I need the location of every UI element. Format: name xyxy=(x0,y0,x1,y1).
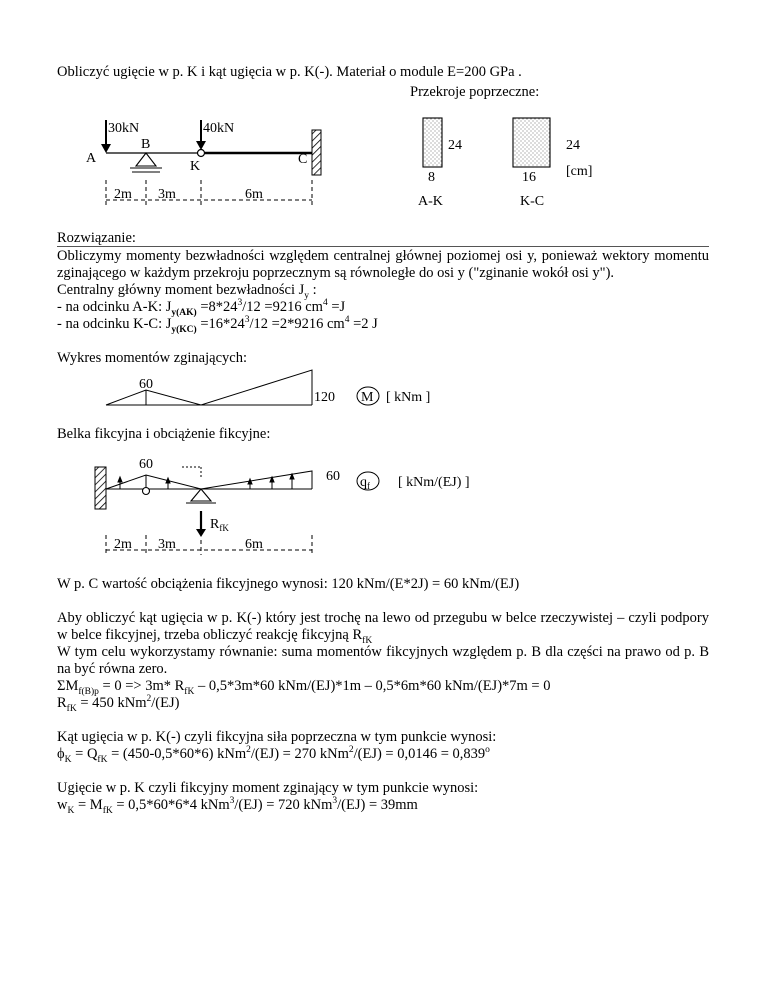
fictitious-unit: [ kNm/(EJ) ] xyxy=(398,475,470,490)
deflection-title: Ugięcie w p. K czyli fikcyjny moment zginający w tym punkcie wynosi: xyxy=(57,780,479,796)
section-unit: [cm] xyxy=(566,164,593,179)
reaction-result: $R_{fK} = 450$ kNm$^2$/(EJ) xyxy=(57,694,180,714)
moment-60: 60 xyxy=(139,377,153,392)
label-B: B xyxy=(141,137,151,152)
fictitious-beam-diagram xyxy=(0,445,768,565)
s1-label: A-K xyxy=(418,194,443,209)
moment-equation: $\Sigma M_{f(B)p} = 0 => 3m*$ $R_{fK} - 0,5*3m*60$ kNm/(EJ)*1m – 0,5*6m*60 kNm/(EJ)*7m = 0 xyxy=(57,678,551,697)
angle-title: Kąt ugięcia w p. K(-) czyli fikcyjna siła poprzeczna w tym punkcie wynosi: xyxy=(57,729,497,745)
solution-paragraph: Obliczymy momenty bezwładności względem centralnej głównej poziomej osi y, ponieważ wektory momentu zginającego w każdym przekroju poprzecznym są równoległe do osi y ("zginanie wokół osi y"). xyxy=(57,248,709,281)
fictitious-beam-title: Belka fikcyjna i obciążenie fikcyjne: xyxy=(57,426,271,442)
label-K: K xyxy=(190,159,201,174)
reaction-label: $R_{fK}$ xyxy=(210,517,229,533)
inertia-K-C: - na odcinku K-C: $J_{y(KC)} =16*24^3/12 =2*9216$ $cm^4 =2$ J xyxy=(57,315,378,335)
section-K-C xyxy=(513,118,550,167)
fictitious-dim-3m: 3m xyxy=(158,537,176,552)
c-value-text: W p. C wartość obciążenia fikcyjnego wynosi: 120 kNm/(E*2J) = 60 kNm/(EJ) xyxy=(57,576,520,592)
moment-unit: [ kNm ] xyxy=(386,390,431,405)
dimension-lines xyxy=(106,180,312,205)
solution-heading: Rozwiązanie: xyxy=(57,230,136,246)
cross-sections-title: Przekroje poprzeczne: xyxy=(410,84,540,100)
fictitious-support-K xyxy=(186,489,216,503)
fictitious-fixed-support xyxy=(95,467,106,509)
reaction-arrow xyxy=(196,511,206,537)
fictitious-60-right: 60 xyxy=(326,469,340,484)
section-A-K xyxy=(423,118,442,167)
moment-120: 120 xyxy=(314,390,335,405)
fictitious-60-left: 60 xyxy=(139,457,153,472)
fictitious-dim-2m: 2m xyxy=(114,537,132,552)
fictitious-load-arrows xyxy=(118,474,294,489)
support-B xyxy=(130,153,162,172)
s1-height: 24 xyxy=(448,138,462,153)
label-40kN: 40kN xyxy=(203,121,235,136)
s1-width: 8 xyxy=(428,170,435,185)
moment-of-inertia-intro: Centralny główny moment bezwładności $J_y$ : xyxy=(57,282,317,301)
s2-width: 16 xyxy=(522,170,536,185)
moment-diagram-title: Wykres momentów zginających: xyxy=(57,350,247,366)
fictitious-dim-6m: 6m xyxy=(245,537,263,552)
beam-diagram xyxy=(0,0,768,240)
s2-label: K-C xyxy=(520,194,545,209)
inertia-A-K: - na odcinku A-K: $J_{y(AK)} =8*24^3/12 =9216$ $cm^4 =J$ xyxy=(57,298,346,318)
dim-6m: 6m xyxy=(245,187,263,202)
moment-symbol: M xyxy=(361,390,374,405)
beam-line xyxy=(106,150,312,157)
label-30kN: 30kN xyxy=(108,121,140,136)
dim-2m: 2m xyxy=(114,187,132,202)
label-C: C xyxy=(298,152,308,167)
task-statement: Obliczyć ugięcie w p. K i kąt ugięcia w p. K(-). Materiał o module E=200 GPa . xyxy=(57,64,522,80)
angle-paragraph: Aby obliczyć kąt ugięcia w p. K(-) który jest trochę na lewo od przegubu w belce rzeczywistej – czyli podpory w belce fikcyjnej, trzeba obliczyć reakcję fikcyjną $R_{fK}$ xyxy=(57,610,709,646)
fictitious-hinge xyxy=(143,488,150,495)
equation-paragraph: W tym celu wykorzystamy równanie: suma momentów fikcyjnych względem p. B dla części na prawo od p. B na być równa zero. xyxy=(57,644,709,677)
heading-underline xyxy=(57,246,709,247)
fixed-support-C xyxy=(312,130,321,175)
deflection-result: $w_K = M_{fK} = 0,5*60*6*4$ kNm$^3$/(EJ) = 720 kNm$^3$/(EJ) = 39mm xyxy=(57,796,418,816)
angle-result: $\phi_K = Q_{fK} = (450-0,5*60*6) kNm^2/(EJ) = 270$ $kNm^2/(EJ) = 0,0146 = 0,839^o$ xyxy=(57,745,490,765)
label-A: A xyxy=(86,151,97,166)
qf-symbol: $q_f$ xyxy=(360,475,370,491)
moment-diagram xyxy=(0,360,768,430)
s2-height: 24 xyxy=(566,138,580,153)
dim-3m: 3m xyxy=(158,187,176,202)
